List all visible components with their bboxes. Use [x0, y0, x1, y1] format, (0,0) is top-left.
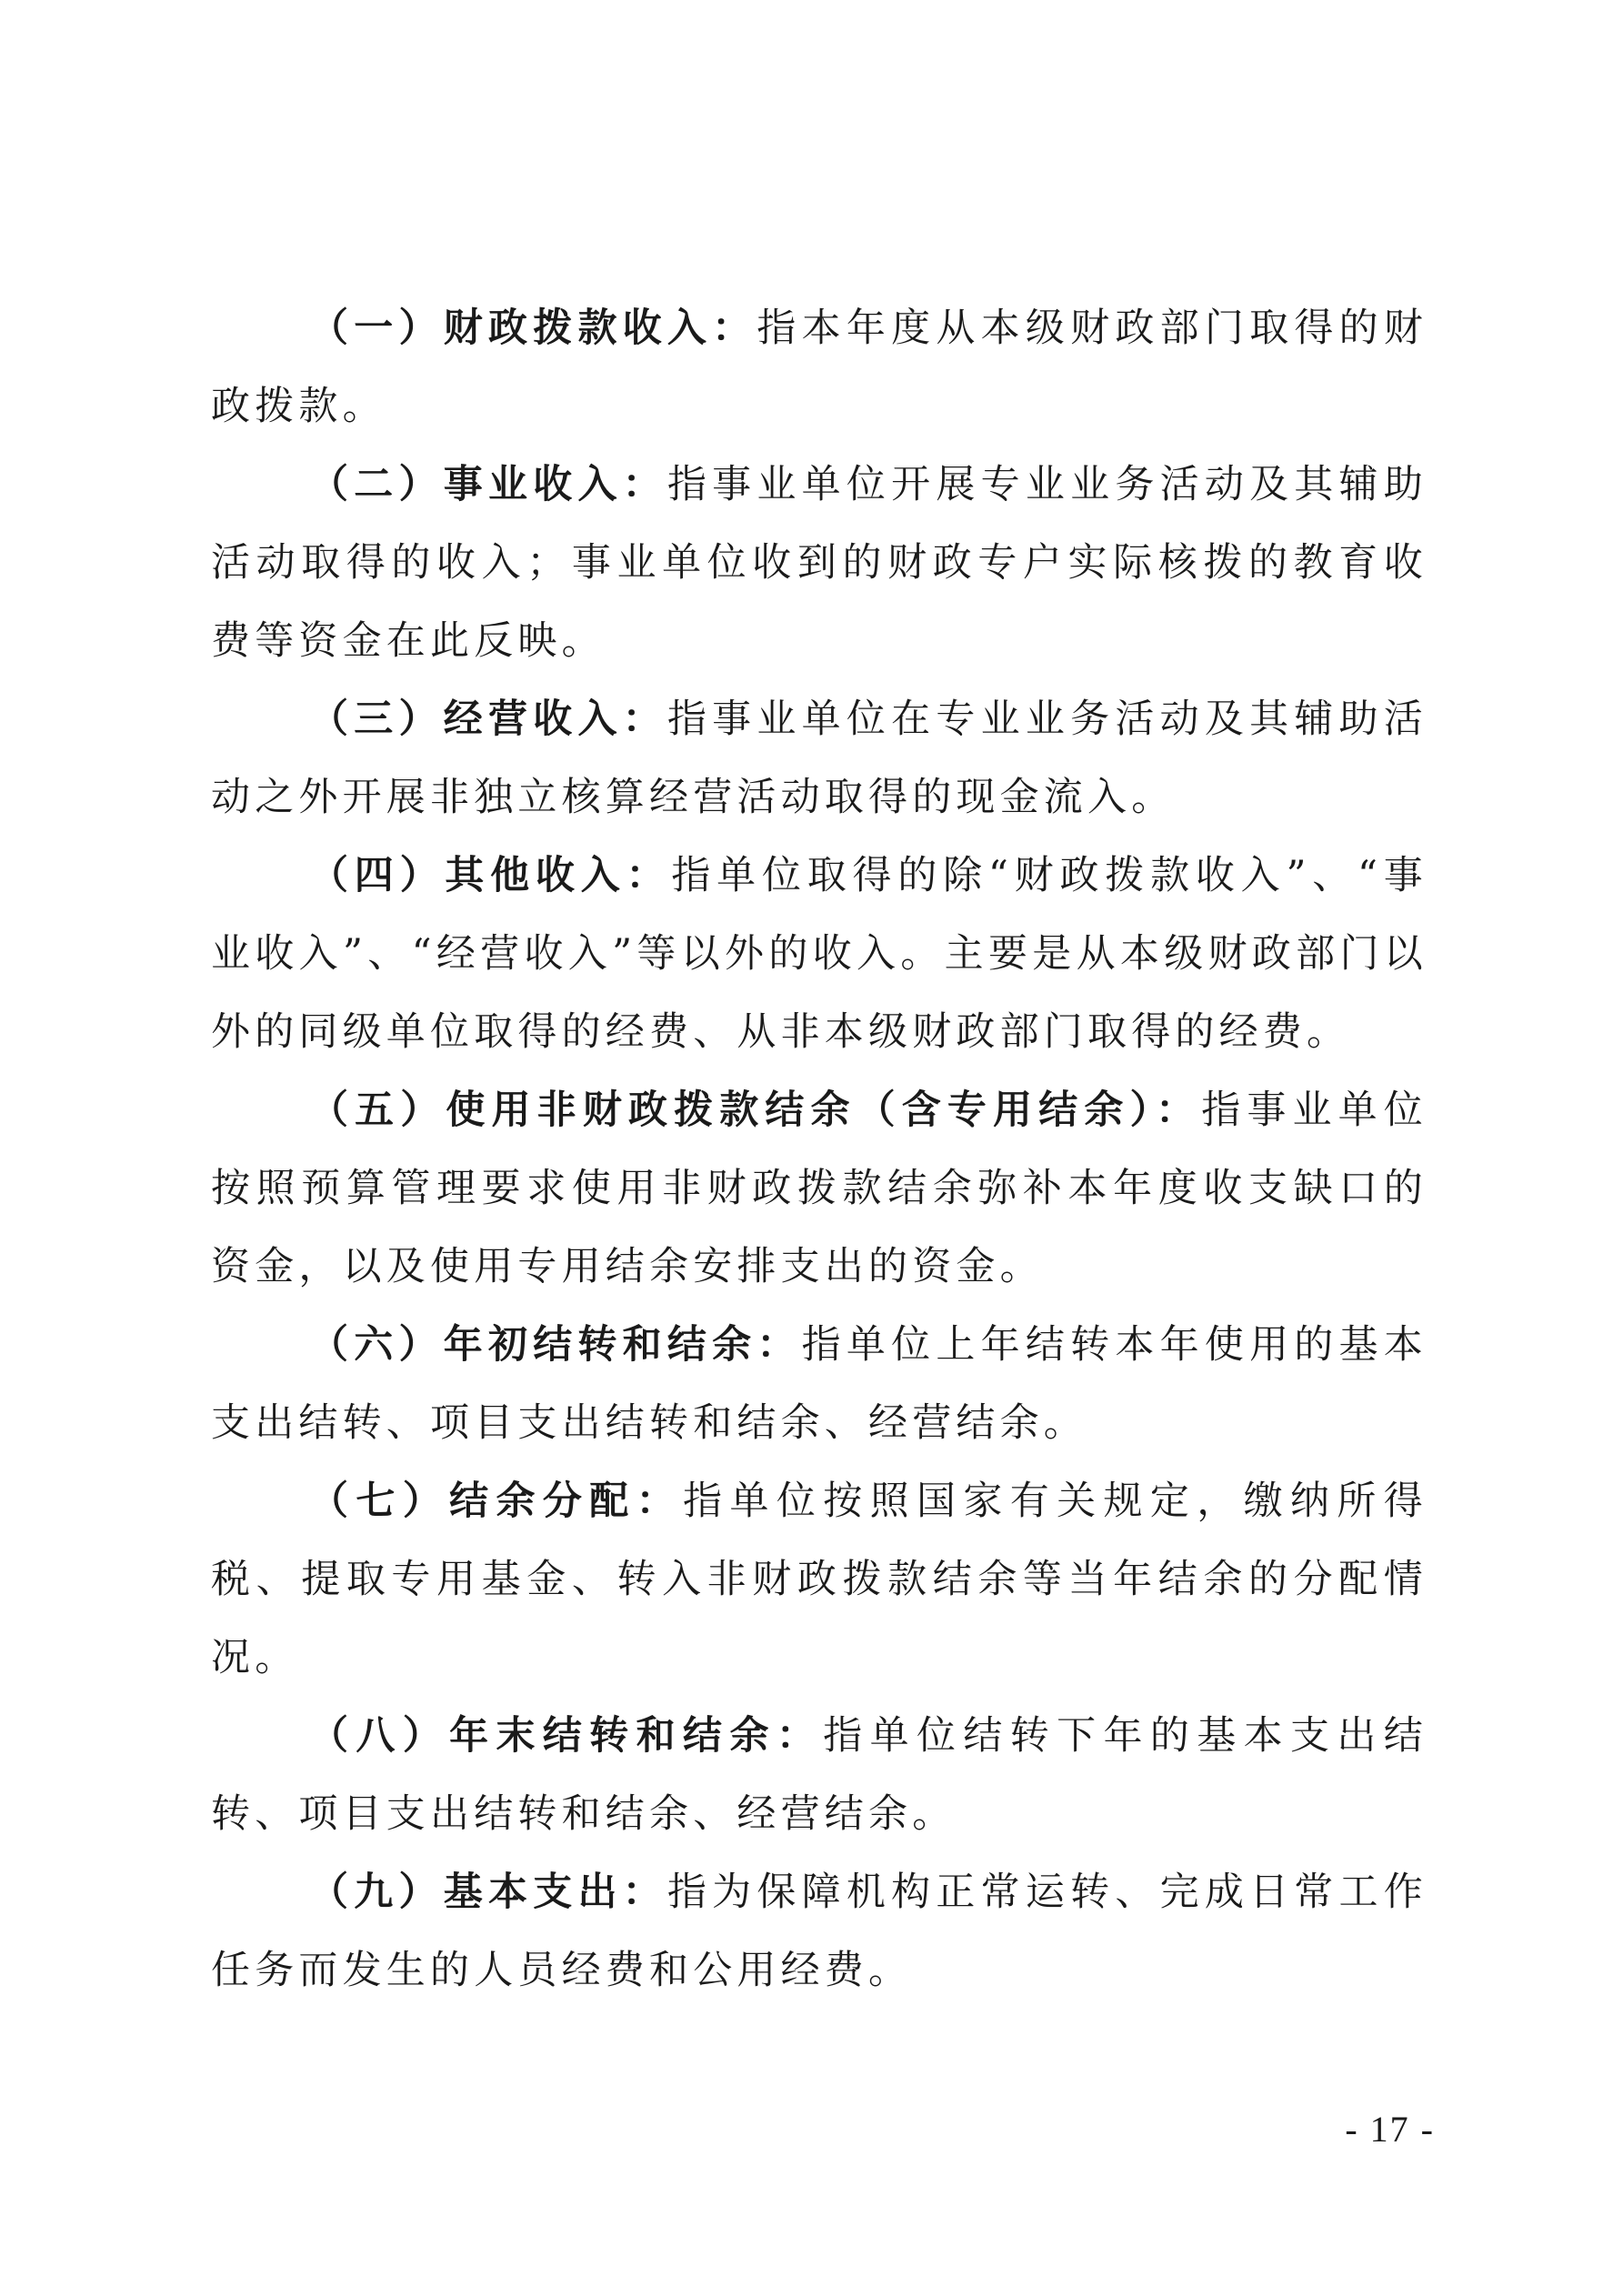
term-label: （八）年末结转和结余：	[309, 1713, 824, 1759]
paragraph-3	[211, 680, 1428, 837]
term-definition: 指单位上年结转本年使用的基本支出结转、项目支出结转和结余、经营结余。	[211, 1322, 1428, 1446]
term-definition: 指单位结转下年的基本支出结转、项目支出结转和结余、经营结余。	[211, 1713, 1428, 1837]
page-number: - 17 -	[1345, 2109, 1435, 2150]
term-label: （一）财政拨款收入：	[309, 306, 757, 351]
term-definition: 指事业单位按照预算管理要求使用非财政拨款结余弥补本年度收支缺口的资金，以及使用专用结余安排支出的资金。	[211, 1088, 1428, 1289]
term-label: （五）使用非财政拨款结余（含专用结余）：	[309, 1088, 1202, 1133]
paragraph-7	[211, 1462, 1428, 1697]
term-label: （九）基本支出：	[309, 1870, 667, 1915]
term-label: （四）其他收入：	[309, 853, 672, 898]
term-label: （二）事业收入：	[309, 462, 667, 507]
term-definition: 指本年度从本级财政部门取得的财政拨款。	[211, 306, 1428, 429]
paragraph-5	[211, 1071, 1428, 1306]
paragraph-4	[211, 837, 1428, 1071]
term-label: （三）经营收入：	[309, 697, 667, 742]
paragraph-1	[211, 289, 1428, 446]
paragraph-2	[211, 446, 1428, 680]
term-definition: 指事业单位开展专业业务活动及其辅助活动取得的收入；事业单位收到的财政专户实际核拨的教育收费等资金在此反映。	[211, 462, 1428, 664]
paragraph-9	[211, 1853, 1428, 2010]
term-label: （六）年初结转和结余：	[309, 1322, 802, 1368]
paragraph-6	[211, 1306, 1428, 1462]
term-definition: 指单位取得的除“财政拨款收入”、“事业收入”、“经营收入”等以外的收入。主要是从本级财政部门以外的同级单位取得的经费、从非本级财政部门取得的经费。	[211, 853, 1428, 1055]
paragraph-8	[211, 1697, 1428, 1853]
term-label: （七）结余分配：	[309, 1479, 684, 1524]
term-definition: 指事业单位在专业业务活动及其辅助活动之外开展非独立核算经营活动取得的现金流入。	[211, 697, 1428, 820]
term-definition: 指单位按照国家有关规定，缴纳所得税、提取专用基金、转入非财政拨款结余等当年结余的分配情况。	[211, 1479, 1428, 1680]
term-definition: 指为保障机构正常运转、完成日常工作任务而发生的人员经费和公用经费。	[211, 1870, 1428, 1993]
body-text	[211, 289, 1428, 2010]
